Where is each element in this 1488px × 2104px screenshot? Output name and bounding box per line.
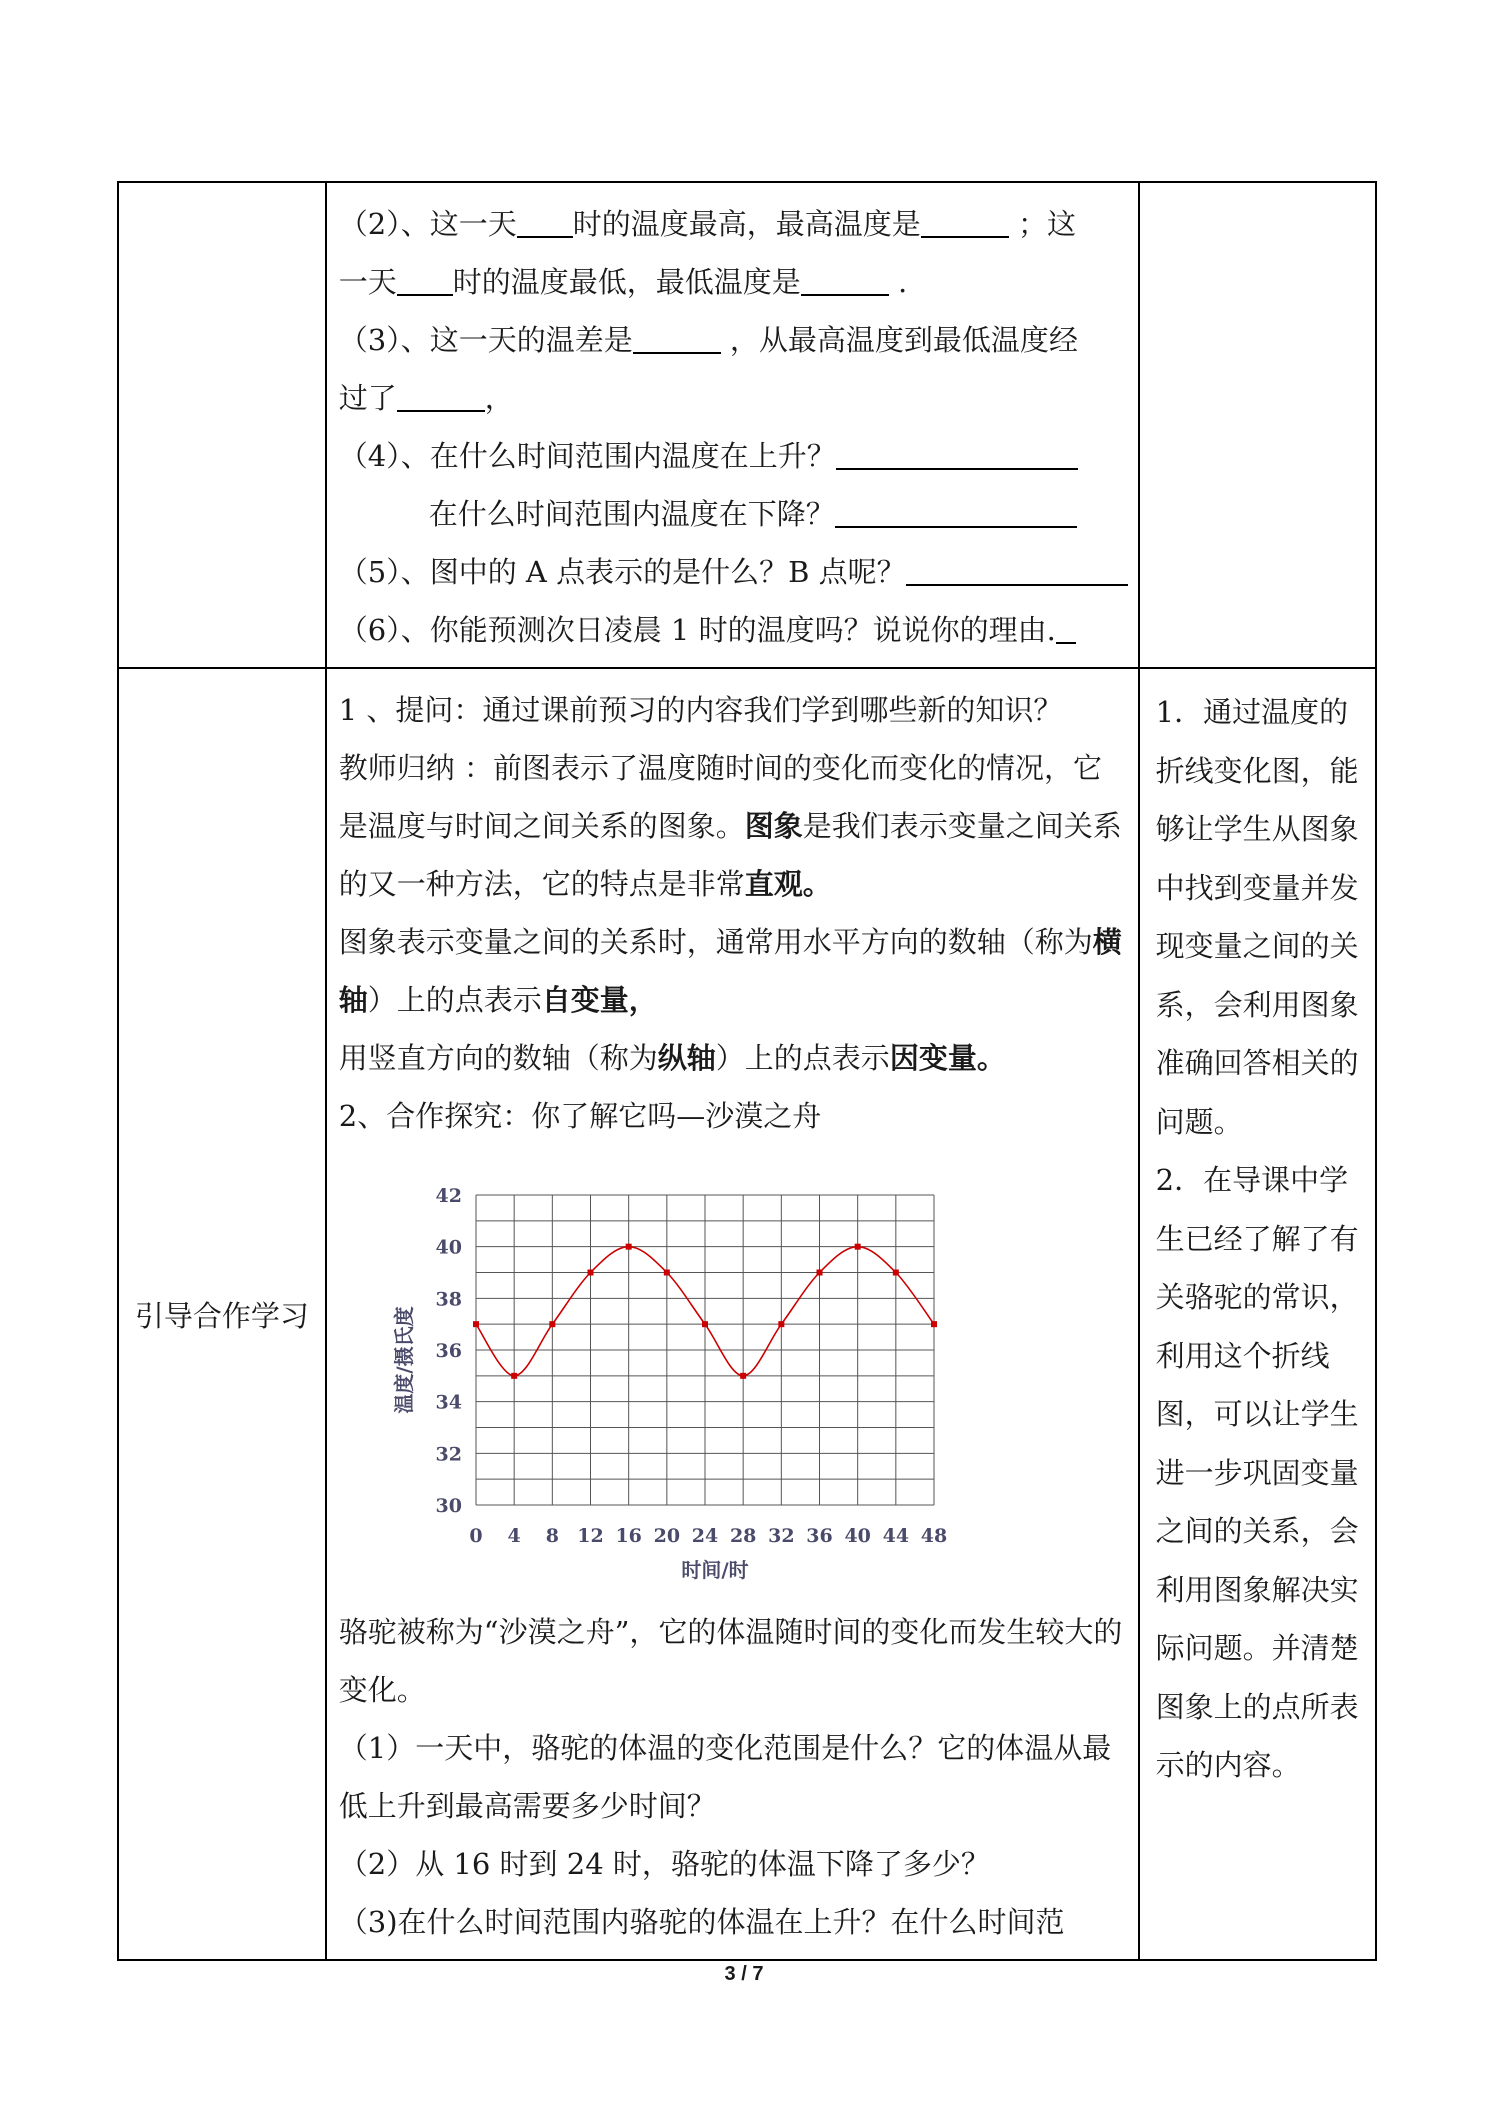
- keyword-x-axis: 横轴: [338, 925, 1122, 1017]
- x-axis-label: 时间/时: [681, 1558, 749, 1582]
- answer-blank[interactable]: [397, 264, 453, 296]
- question-3-line-1: [339, 311, 1128, 369]
- summary-text: 教师归纳 ：前图表示了温度随时间的变化而变化的情况，它是温度与时间之间关系的图象。: [338, 751, 1102, 843]
- design-intent-cell: [1139, 668, 1376, 1960]
- stage-label: 引导合作学习: [134, 1298, 309, 1333]
- table-row: [118, 668, 1376, 1960]
- prompt-1: 1 、提问：通过课前预习的内容我们学到哪些新的知识？: [338, 693, 1063, 727]
- data-point: [549, 1321, 555, 1327]
- design-intent-1: 1．通过温度的折线变化图，能够让学生从图象中找到变量并发现变量之间的关系，会利用图象准确回答相关的问题。: [1155, 695, 1359, 1139]
- data-point: [511, 1373, 517, 1379]
- question-text: 时的温度最高，最高温度是: [572, 207, 921, 241]
- lesson-plan-table: [117, 181, 1377, 1961]
- design-intent-cell-empty: [1139, 182, 1376, 668]
- keyword-dependent-variable: 因变量。: [889, 1041, 1006, 1075]
- data-point: [893, 1270, 899, 1276]
- question-4-line-2: [339, 485, 1128, 543]
- camel-question-3: （3)在什么时间范围内骆驼的体温在上升？在什么时间范: [338, 1905, 1065, 1939]
- body-text: ）上的点表示: [367, 983, 542, 1017]
- question-text: （2）、这一天: [338, 207, 517, 241]
- activity-cell: [326, 668, 1139, 1960]
- data-point: [931, 1321, 937, 1327]
- question-text: （5）、图中的 A 点表示的是什么？B 点呢？: [338, 555, 906, 589]
- x-tick-label: 24: [691, 1525, 718, 1547]
- answer-blank[interactable]: [397, 380, 485, 412]
- body-text: 用竖直方向的数轴（称为: [338, 1041, 658, 1075]
- x-tick-label: 28: [729, 1525, 757, 1547]
- answer-blank[interactable]: [517, 206, 573, 238]
- data-point: [816, 1270, 822, 1276]
- answer-blank[interactable]: [633, 322, 721, 354]
- y-tick-label: 34: [435, 1391, 462, 1414]
- summary-text: 是我们表示变量之间关系的又一种方法，它的特点是非常: [338, 809, 1122, 901]
- page-number: 3 / 7: [724, 1963, 764, 1985]
- answer-blank[interactable]: [835, 496, 1077, 528]
- x-tick-label: 36: [806, 1525, 833, 1547]
- x-tick-label: 12: [577, 1525, 604, 1547]
- keyword-intuitive: 直观。: [744, 867, 832, 901]
- data-point: [625, 1244, 631, 1250]
- question-text: （3）、这一天的温差是: [338, 323, 633, 357]
- body-text: 图象表示变量之间的关系时，通常用水平方向的数轴（称为: [338, 925, 1093, 959]
- data-point: [587, 1270, 593, 1276]
- data-point: [702, 1321, 708, 1327]
- data-point: [664, 1270, 670, 1276]
- x-tick-label: 40: [844, 1525, 871, 1547]
- y-tick-label: 40: [435, 1236, 462, 1259]
- design-intent-2: 2．在导课中学生已经了解了有关骆驼的常识，利用这个折线图，可以让学生进一步巩固变量之间的关系，会利用图象解决实际问题。并清楚图象上的点所表示的内容。: [1155, 1163, 1359, 1782]
- question-text: ，从最高温度到最低温度经: [720, 323, 1078, 357]
- data-point: [854, 1244, 860, 1250]
- camel-temperature-chart: [339, 1145, 1128, 1603]
- keyword-graph: 图象: [744, 809, 803, 843]
- question-text: ，: [484, 381, 514, 415]
- question-text: 过了: [338, 381, 397, 415]
- vertical-axis-text: [339, 1029, 1128, 1087]
- question-text: 在什么时间范围内温度在下降？: [428, 497, 835, 531]
- y-tick-label: 36: [435, 1340, 462, 1362]
- x-tick-label: 32: [767, 1525, 795, 1547]
- x-tick-label: 0: [469, 1525, 483, 1547]
- y-axis-label: 温度/摄氏度: [391, 1306, 416, 1414]
- data-point: [740, 1373, 746, 1379]
- y-tick-label: 30: [435, 1495, 462, 1517]
- camel-intro: 骆驼被称为“沙漠之舟”，它的体温随时间的变化而发生较大的变化。: [338, 1615, 1123, 1707]
- answer-blank[interactable]: [921, 206, 1009, 238]
- answer-blank[interactable]: [836, 438, 1078, 470]
- question-text: 时的温度最低，最低温度是: [452, 265, 801, 299]
- question-text: （4）、在什么时间范围内温度在上升？: [338, 439, 836, 473]
- prompt-2: 2、合作探究：你了解它吗—沙漠之舟: [338, 1099, 822, 1133]
- stage-cell: [118, 668, 326, 1960]
- x-tick-label: 16: [615, 1525, 642, 1547]
- answer-blank[interactable]: [1056, 612, 1076, 644]
- data-point: [778, 1321, 784, 1327]
- question-text: .: [888, 265, 908, 299]
- horizontal-axis-text: [339, 913, 1128, 1029]
- x-tick-label: 48: [920, 1525, 947, 1547]
- table-row: [118, 182, 1376, 668]
- y-tick-label: 42: [435, 1185, 462, 1207]
- question-3-line-2: [339, 369, 1128, 427]
- keyword-y-axis: 纵轴: [657, 1041, 716, 1075]
- question-2-line-2: [339, 253, 1128, 311]
- x-tick-label: 44: [882, 1525, 909, 1547]
- activity-cell: [326, 182, 1139, 668]
- data-point: [473, 1321, 479, 1327]
- y-tick-label: 38: [435, 1288, 462, 1311]
- body-text: ）上的点表示: [715, 1041, 890, 1075]
- question-6: [339, 601, 1128, 659]
- camel-question-2: （2）从 16 时到 24 时，骆驼的体温下降了多少？: [338, 1847, 990, 1881]
- question-4-line-1: [339, 427, 1128, 485]
- question-text: ；这: [1008, 207, 1076, 241]
- x-tick-label: 8: [545, 1525, 559, 1547]
- camel-question-1: （1）一天中，骆驼的体温的变化范围是什么？它的体温从最低上升到最高需要多少时间？: [338, 1731, 1112, 1823]
- teacher-summary: [339, 739, 1128, 913]
- question-text: （6）、你能预测次日凌晨 1 时的温度吗？说说你的理由.: [338, 613, 1056, 647]
- answer-blank[interactable]: [801, 264, 889, 296]
- chart-svg: [339, 1145, 1099, 1603]
- stage-cell-empty: [118, 182, 326, 668]
- y-tick-label: 32: [435, 1443, 462, 1466]
- keyword-independent-variable: 自变量，: [541, 983, 658, 1017]
- x-tick-label: 20: [653, 1525, 680, 1547]
- question-2-line-1: [339, 195, 1128, 253]
- question-text: 一天: [338, 265, 397, 299]
- x-tick-label: 4: [507, 1525, 521, 1547]
- answer-blank[interactable]: [906, 554, 1128, 586]
- question-5: [339, 543, 1128, 601]
